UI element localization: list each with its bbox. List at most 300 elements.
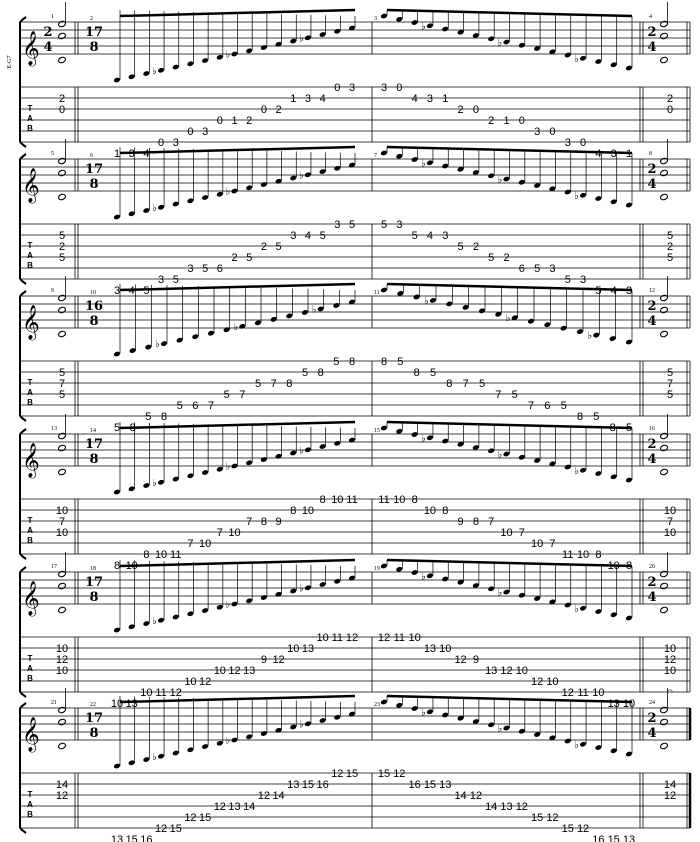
tab-number-descending: 10 xyxy=(531,538,544,550)
time-signature-close: 4 xyxy=(647,314,657,329)
closing-tab-number: 12 xyxy=(663,790,677,802)
tab-number-ascending: 10 xyxy=(184,676,197,688)
tab-number-descending: 2 xyxy=(488,115,495,127)
tab-number-descending: 6 xyxy=(544,400,551,412)
tab-number-ascending: 14 xyxy=(243,801,256,813)
tab-number-descending: 0 xyxy=(549,126,556,138)
chord-tab-number: 10 xyxy=(55,505,69,517)
tab-number-ascending: 3 xyxy=(304,93,311,105)
fermata: 𝄐 xyxy=(667,686,673,697)
tab-staff xyxy=(20,87,690,142)
tab-number-ascending: 11 xyxy=(170,549,182,561)
tab-letter: B xyxy=(27,261,33,270)
tab-number-ascending: 10 xyxy=(287,643,300,655)
chord-notehead xyxy=(58,570,67,577)
tab-number-descending: 15 xyxy=(423,779,437,791)
tab-number-ascending: 11 xyxy=(331,632,344,644)
time-signature-close: 2 xyxy=(647,25,657,40)
tab-number-descending: 14 xyxy=(485,801,498,813)
closing-tab-number: 10 xyxy=(663,505,677,517)
tab-number-descending: 1 xyxy=(442,93,449,105)
tab-number-descending: 7 xyxy=(495,389,502,401)
tab-staff xyxy=(20,499,690,554)
closing-tab-number: 2 xyxy=(666,241,674,253)
time-signature-run: 8 xyxy=(89,726,99,741)
tab-number-descending: 5 xyxy=(560,400,567,412)
tab-letter: B xyxy=(27,536,33,545)
time-signature-close: 2 xyxy=(647,437,657,452)
tab-number-descending: 0 xyxy=(472,104,479,116)
time-signature-run: 8 xyxy=(89,177,99,192)
measure-number: 2 xyxy=(90,16,93,22)
tab-number-descending: 11 xyxy=(393,632,406,644)
tab-number-ascending: 11 xyxy=(346,494,358,506)
time-signature-close: 4 xyxy=(647,452,657,467)
chord-notehead xyxy=(58,582,67,589)
closing-tab-number: 0 xyxy=(666,104,674,116)
closing-tab-number: 5 xyxy=(666,367,674,379)
tab-number-descending: 9 xyxy=(472,654,479,666)
system-1 xyxy=(20,2,690,160)
flat-sign: ♭ xyxy=(497,723,503,735)
tab-number-ascending: 16 xyxy=(316,779,329,791)
tab-number-ascending: 8 xyxy=(129,422,136,434)
flat-sign: ♭ xyxy=(420,707,426,719)
tab-letter: A xyxy=(27,251,33,260)
measure-number: 7 xyxy=(374,153,377,159)
tab-letter: A xyxy=(27,800,33,809)
tab-number-ascending: 10 xyxy=(301,505,315,517)
chord-notehead xyxy=(660,718,669,725)
tab-number-descending: 0 xyxy=(518,115,525,127)
flat-sign: ♭ xyxy=(225,461,231,473)
tab-number-ascending: 5 xyxy=(301,367,309,379)
tab-number-ascending: 15 xyxy=(169,823,182,835)
measure-number: 9 xyxy=(51,288,54,294)
tab-number-descending: 12 xyxy=(454,654,467,666)
tab-number-descending: 3 xyxy=(610,148,617,160)
closing-tab-number: 10 xyxy=(663,527,677,539)
tab-number-descending: 16 xyxy=(592,834,605,842)
chord-notehead xyxy=(660,432,669,439)
tab-staff xyxy=(20,773,690,828)
flat-sign: ♭ xyxy=(574,190,579,202)
chord-tab-number: 5 xyxy=(58,230,66,242)
tab-number-ascending: 13 xyxy=(125,698,138,710)
tab-number-ascending: 15 xyxy=(125,834,138,842)
tab-number-descending: 6 xyxy=(518,263,525,275)
chord-tab-number: 2 xyxy=(58,241,66,253)
flat-sign: ♭ xyxy=(420,21,426,33)
tab-number-descending: 10 xyxy=(408,632,421,644)
tab-number-ascending: 15 xyxy=(199,812,212,824)
treble-clef: 𝄞 xyxy=(22,305,40,340)
flat-sign: ♭ xyxy=(152,615,157,627)
tab-number-ascending: 5 xyxy=(246,252,253,264)
measure-number: 8 xyxy=(649,151,652,157)
tab-number-ascending: 15 xyxy=(301,779,315,791)
chord-notehead xyxy=(660,468,669,475)
chord-notehead xyxy=(660,193,669,200)
tab-number-ascending: 12 xyxy=(199,676,212,688)
tab-number-ascending: 10 xyxy=(125,560,138,572)
chord-tab-number: 12 xyxy=(55,654,69,666)
closing-tab-number: 7 xyxy=(666,516,674,528)
tab-number-descending: 2 xyxy=(457,104,464,116)
tab-number-ascending: 7 xyxy=(246,516,253,528)
flat-sign: ♭ xyxy=(152,65,157,77)
tab-number-descending: 13 xyxy=(622,834,636,842)
tab-number-ascending: 5 xyxy=(143,285,150,297)
flat-sign: ♭ xyxy=(574,739,579,751)
chord-tab-number: 5 xyxy=(58,389,66,401)
tab-number-descending: 10 xyxy=(576,549,590,561)
tab-number-descending: 5 xyxy=(429,367,437,379)
flat-sign: ♭ xyxy=(497,37,503,49)
tab-number-ascending: 10 xyxy=(331,494,344,506)
measure-number: 13 xyxy=(51,426,57,432)
flat-sign: ♭ xyxy=(497,587,503,599)
tab-number-descending: 7 xyxy=(488,516,495,528)
tab-number-ascending: 12 xyxy=(213,801,226,813)
time-signature-close: 4 xyxy=(647,40,657,55)
flat-sign: ♭ xyxy=(311,304,317,316)
tab-number-descending: 4 xyxy=(595,148,602,160)
tab-number-ascending: 0 xyxy=(334,82,341,94)
tab-number-descending: 0 xyxy=(580,137,587,149)
chord-notehead xyxy=(660,570,669,577)
time-signature-run: 8 xyxy=(89,452,99,467)
time-signature-open: 4 xyxy=(43,40,53,55)
tab-number-ascending: 5 xyxy=(223,389,230,401)
tab-number-descending: 8 xyxy=(411,494,418,506)
measure-number: 14 xyxy=(90,428,96,434)
flat-sign: ♭ xyxy=(505,313,511,325)
tab-number-descending: 12 xyxy=(393,768,406,780)
chord-tab-number: 5 xyxy=(58,367,66,379)
tab-number-ascending: 13 xyxy=(301,643,315,655)
chord-notehead xyxy=(58,32,67,39)
tab-number-descending: 8 xyxy=(472,516,479,528)
flat-sign: ♭ xyxy=(587,330,593,342)
tab-number-descending: 3 xyxy=(426,93,433,105)
tab-number-ascending: 10 xyxy=(110,698,124,710)
tab-letter: T xyxy=(27,654,33,663)
tab-number-descending: 3 xyxy=(564,137,571,149)
tab-number-ascending: 8 xyxy=(319,494,326,506)
tab-number-ascending: 3 xyxy=(348,82,356,94)
flat-sign: ♭ xyxy=(497,449,503,461)
tab-number-ascending: 1 xyxy=(113,148,121,160)
tab-number-descending: 8 xyxy=(442,505,449,517)
tab-number-ascending: 3 xyxy=(128,148,135,160)
tab-number-descending: 12 xyxy=(377,632,391,644)
tab-number-ascending: 10 xyxy=(316,632,329,644)
tab-number-ascending: 3 xyxy=(202,126,209,138)
measure-number: 22 xyxy=(90,702,96,708)
tab-number-ascending: 3 xyxy=(290,230,297,242)
time-signature-run: 17 xyxy=(84,711,104,726)
measure-number: 16 xyxy=(649,426,655,432)
tab-number-ascending: 13 xyxy=(110,834,124,842)
tab-number-ascending: 13 xyxy=(287,779,300,791)
measure-number: 5 xyxy=(51,151,54,157)
tab-number-descending: 3 xyxy=(396,219,403,231)
closing-tab-number: 5 xyxy=(666,230,674,242)
tab-number-ascending: 5 xyxy=(172,274,179,286)
chord-notehead xyxy=(58,444,67,451)
tab-number-ascending: 2 xyxy=(231,252,238,264)
measure-number: 17 xyxy=(51,564,57,570)
tab-number-descending: 8 xyxy=(595,549,602,561)
flat-sign: ♭ xyxy=(225,735,231,747)
tab-number-ascending: 8 xyxy=(348,356,356,368)
closing-tab-number: 10 xyxy=(663,665,677,677)
chord-notehead xyxy=(660,582,669,589)
tab-number-ascending: 7 xyxy=(239,389,246,401)
tab-number-ascending: 15 xyxy=(345,768,359,780)
tab-number-descending: 10 xyxy=(393,494,406,506)
chord-tab-number: 7 xyxy=(58,516,66,528)
chord-tab-number: 7 xyxy=(58,378,66,390)
tab-letter: A xyxy=(27,664,33,673)
tab-letter: B xyxy=(27,674,33,683)
chord-notehead xyxy=(660,306,669,313)
time-signature-run: 8 xyxy=(89,590,99,605)
flat-sign: ♭ xyxy=(225,186,231,198)
tab-number-ascending: 8 xyxy=(290,505,297,517)
flat-sign: ♭ xyxy=(233,321,239,333)
tab-number-ascending: 6 xyxy=(192,400,199,412)
tab-number-ascending: 5 xyxy=(254,378,262,390)
tab-number-descending: 8 xyxy=(446,378,453,390)
beam xyxy=(120,284,355,290)
tab-staff xyxy=(20,224,690,279)
chord-notehead xyxy=(660,706,669,713)
tab-number-descending: 13 xyxy=(423,643,437,655)
time-signature-run: 17 xyxy=(84,162,104,177)
tab-number-ascending: 10 xyxy=(228,527,241,539)
chord-notehead xyxy=(660,742,669,749)
tab-number-descending: 12 xyxy=(469,790,482,802)
closing-tab-number: 12 xyxy=(663,654,677,666)
tab-number-ascending: 0 xyxy=(158,137,165,149)
treble-clef: 𝄞 xyxy=(22,581,40,616)
tab-number-ascending: 13 xyxy=(228,801,241,813)
tab-number-descending: 16 xyxy=(408,779,421,791)
measure-number: 24 xyxy=(649,700,655,706)
tab-number-ascending: 8 xyxy=(160,411,168,423)
tab-number-descending: 5 xyxy=(625,422,633,434)
chord-notehead xyxy=(58,193,67,200)
tab-number-descending: 5 xyxy=(534,263,541,275)
tab-number-descending: 15 xyxy=(607,834,620,842)
tab-number-ascending: 5 xyxy=(113,422,121,434)
flat-sign: ♭ xyxy=(574,603,579,615)
tab-number-descending: 1 xyxy=(503,115,510,127)
closing-tab-number: 2 xyxy=(666,93,674,105)
chord-notehead xyxy=(58,294,67,301)
chord-notehead xyxy=(58,330,67,337)
tab-number-ascending: 4 xyxy=(128,285,135,297)
flat-sign: ♭ xyxy=(420,158,426,170)
tab-number-ascending: 12 xyxy=(184,812,197,824)
tab-number-descending: 5 xyxy=(593,411,600,423)
tab-staff xyxy=(20,637,690,692)
tab-number-descending: 8 xyxy=(576,411,584,423)
tab-number-ascending: 8 xyxy=(143,549,150,561)
tab-number-ascending: 2 xyxy=(246,115,253,127)
tab-letter: T xyxy=(27,378,33,387)
chord-notehead xyxy=(660,606,669,613)
tab-number-descending: 9 xyxy=(457,516,464,528)
tab-number-ascending: 7 xyxy=(270,378,277,390)
closing-tab-number: 10 xyxy=(663,643,677,655)
flat-sign: ♭ xyxy=(298,719,304,731)
tab-number-descending: 5 xyxy=(564,274,571,286)
time-signature-run: 8 xyxy=(89,314,99,329)
tab-number-descending: 15 xyxy=(377,768,391,780)
tab-number-descending: 8 xyxy=(609,422,616,434)
tab-number-ascending: 7 xyxy=(187,538,194,550)
chord-tab-number: 10 xyxy=(55,643,69,655)
flat-sign: ♭ xyxy=(152,202,157,214)
chord-notehead xyxy=(660,330,669,337)
tab-number-descending: 12 xyxy=(546,812,559,824)
system-3 xyxy=(20,276,690,434)
flat-sign: ♭ xyxy=(225,49,231,61)
tab-number-ascending: 9 xyxy=(275,516,282,528)
tab-number-ascending: 12 xyxy=(345,632,359,644)
chord-notehead xyxy=(58,157,67,164)
tab-number-descending: 5 xyxy=(380,219,388,231)
tab-number-descending: 5 xyxy=(478,378,486,390)
tab-number-descending: 10 xyxy=(607,560,620,572)
tab-number-ascending: 11 xyxy=(155,687,167,699)
tab-number-descending: 10 xyxy=(546,676,559,688)
tab-number-descending: 10 xyxy=(592,687,605,699)
chord-notehead xyxy=(660,444,669,451)
tab-letter: B xyxy=(27,398,33,407)
tab-number-descending: 5 xyxy=(457,241,464,253)
chord-notehead xyxy=(660,169,669,176)
tab-number-ascending: 8 xyxy=(113,560,121,572)
time-signature-close: 2 xyxy=(647,711,657,726)
tab-number-descending: 8 xyxy=(380,356,388,368)
closing-tab-number: 5 xyxy=(666,252,674,264)
measure-number: 11 xyxy=(374,290,380,296)
time-signature-run: 8 xyxy=(89,40,99,55)
tab-number-descending: 12 xyxy=(576,823,590,835)
time-signature-close: 2 xyxy=(647,162,657,177)
tab-number-ascending: 1 xyxy=(231,115,238,127)
flat-sign: ♭ xyxy=(225,599,231,611)
tab-number-descending: 12 xyxy=(561,687,574,699)
tab-number-ascending: 6 xyxy=(216,263,223,275)
measure-number: 12 xyxy=(649,288,655,294)
chord-notehead xyxy=(58,468,67,475)
tab-letter: A xyxy=(27,526,33,535)
tab-number-ascending: 9 xyxy=(260,654,267,666)
tab-number-descending: 0 xyxy=(396,82,403,94)
tab-number-descending: 13 xyxy=(500,801,513,813)
tab-number-descending: 4 xyxy=(426,230,433,242)
measure-number: 6 xyxy=(90,153,93,159)
measure-number: 21 xyxy=(51,700,57,706)
tab-number-descending: 15 xyxy=(531,812,544,824)
tab-letter: A xyxy=(27,114,33,123)
measure-number: 10 xyxy=(90,290,96,296)
tab-number-ascending: 5 xyxy=(275,241,282,253)
tab-staff xyxy=(20,361,690,416)
tab-number-ascending: 12 xyxy=(272,654,285,666)
tab-letter: B xyxy=(27,810,33,819)
tab-number-ascending: 12 xyxy=(154,823,168,835)
chord-tab-number: 12 xyxy=(55,790,69,802)
chord-notehead xyxy=(660,20,669,27)
time-signature-close: 4 xyxy=(647,177,657,192)
tab-number-descending: 7 xyxy=(527,400,535,412)
tab-number-ascending: 3 xyxy=(158,274,165,286)
treble-clef: 𝄞 xyxy=(22,443,40,478)
tab-number-ascending: 7 xyxy=(207,400,215,412)
chord-notehead xyxy=(58,169,67,176)
tab-number-descending: 4 xyxy=(411,93,418,105)
chord-notehead xyxy=(58,306,67,313)
treble-clef: 𝄞 xyxy=(22,717,40,752)
tab-number-descending: 7 xyxy=(518,527,525,539)
flat-sign: ♭ xyxy=(298,445,304,457)
tab-number-descending: 8 xyxy=(413,367,420,379)
tab-number-descending: 2 xyxy=(472,241,479,253)
flat-sign: ♭ xyxy=(155,339,160,351)
tab-number-descending: 12 xyxy=(515,801,528,813)
closing-tab-number: 7 xyxy=(666,378,674,390)
tab-number-ascending: 3 xyxy=(172,137,179,149)
tab-number-descending: 5 xyxy=(488,252,495,264)
system-5 xyxy=(20,552,690,710)
tab-number-ascending: 12 xyxy=(257,790,270,802)
flat-sign: ♭ xyxy=(574,53,579,65)
tab-number-descending: 10 xyxy=(500,527,513,539)
tab-number-descending: 3 xyxy=(442,230,449,242)
tab-number-ascending: 5 xyxy=(202,263,209,275)
tab-number-ascending: 8 xyxy=(260,516,267,528)
tab-number-descending: 13 xyxy=(439,779,452,791)
tab-number-ascending: 3 xyxy=(187,263,194,275)
tab-number-ascending: 2 xyxy=(260,241,267,253)
tab-letter: T xyxy=(27,241,33,250)
tab-number-descending: 5 xyxy=(511,389,518,401)
chord-notehead xyxy=(58,706,67,713)
tab-number-ascending: 12 xyxy=(228,665,241,677)
tab-letter: T xyxy=(27,790,33,799)
time-signature-open: 2 xyxy=(43,25,53,40)
flat-sign: ♭ xyxy=(574,465,579,477)
closing-tab-number: 14 xyxy=(663,779,677,791)
tab-number-descending: 13 xyxy=(485,665,498,677)
chord-tab-number: 10 xyxy=(55,527,69,539)
tab-number-descending: 8 xyxy=(625,560,633,572)
flat-sign: ♭ xyxy=(424,295,429,307)
time-signature-close: 2 xyxy=(647,575,657,590)
tab-number-ascending: 5 xyxy=(176,400,183,412)
tab-number-ascending: 12 xyxy=(331,768,344,780)
tab-number-descending: 15 xyxy=(561,823,574,835)
tab-letter: B xyxy=(27,124,33,133)
measure-number: 18 xyxy=(90,566,96,572)
chord-notehead xyxy=(660,32,669,39)
